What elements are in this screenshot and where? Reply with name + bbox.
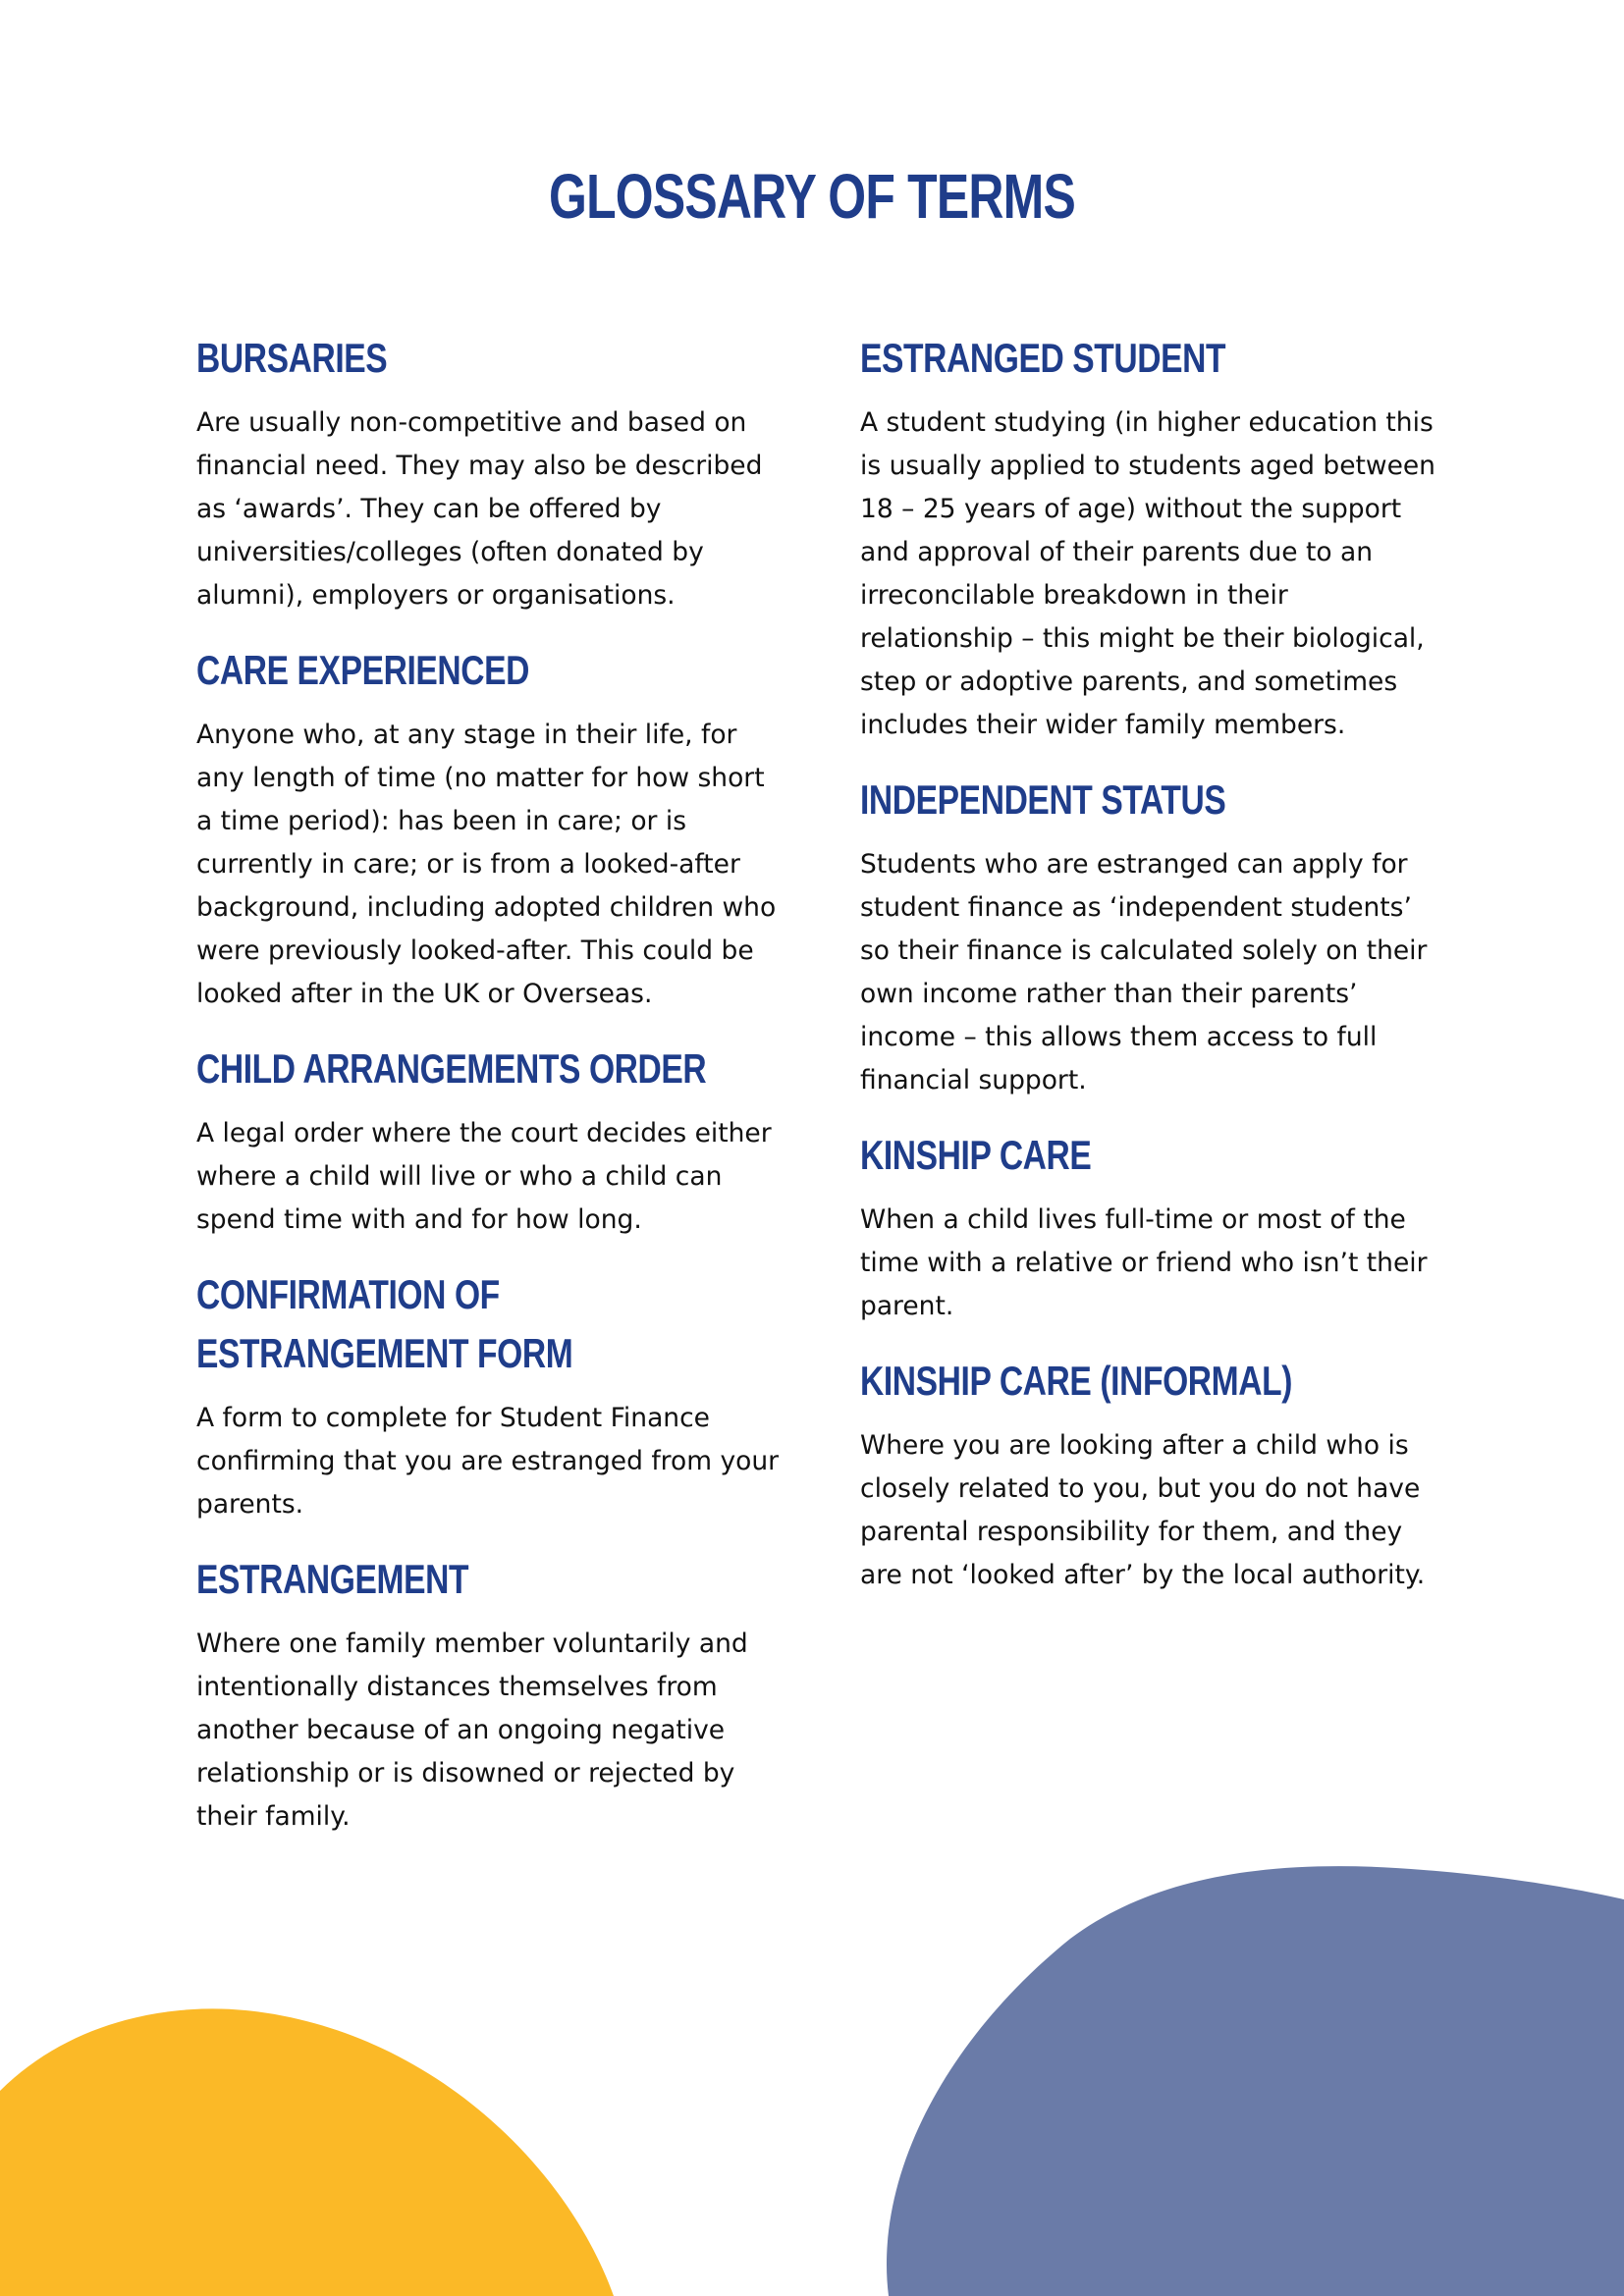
term-definition: Students who are estranged can apply for student finance as ‘independent students’ so their finance is calculated solely on their own income rather than their parents’ income – this allows them access to full financial support. xyxy=(860,849,1428,1095)
page-title: GLOSSARY OF TERMS xyxy=(549,161,1075,232)
term-heading: CHILD ARRANGEMENTS ORDER xyxy=(196,1045,707,1092)
term-heading: ESTRANGEMENT xyxy=(196,1556,469,1602)
term-definition: A legal order where the court decides either where a child will live or who a child can spend time with and for how long. xyxy=(196,1118,772,1235)
term-estrangement xyxy=(196,1550,785,1839)
term-heading: KINSHIP CARE (INFORMAL) xyxy=(860,1358,1293,1404)
term-confirmation-of-estrangement-form xyxy=(196,1265,785,1526)
term-care-experienced xyxy=(196,641,785,1016)
term-definition: A form to complete for Student Finance confirming that you are estranged from your parents. xyxy=(196,1403,780,1520)
term-child-arrangements-order xyxy=(196,1040,785,1242)
yellow-blob xyxy=(0,2008,614,2296)
term-definition: Are usually non-competitive and based on financial need. They may also be described as ‘awards’. They can be offered by universities/colleges (often donated by alumni), employers or organisations. xyxy=(196,407,763,611)
term-heading: INDEPENDENT STATUS xyxy=(860,776,1226,823)
term-definition: A student studying (in higher education this is usually applied to students aged between 18 – 25 years of age) without the support and approval of their parents due to an irreconcilable breakdown in their relationship – this might be their biological, step or adoptive parents, and sometimes includes their wider family members. xyxy=(860,407,1435,740)
term-definition: Where one family member voluntarily and intentionally distances themselves from another because of an ongoing negative relationship or is disowned or rejected by their family. xyxy=(196,1629,748,1832)
term-kinship-care xyxy=(860,1126,1449,1328)
term-kinship-care-informal xyxy=(860,1352,1449,1597)
term-heading: BURSARIES xyxy=(196,335,388,381)
term-definition: Anyone who, at any stage in their life, for any length of time (no matter for how short a time period): has been in care; or is currently in care; or is from a looked-after background, including adopted children who were previously looked-after. This could be looked after in the UK or Overseas. xyxy=(196,720,777,1009)
term-heading: ESTRANGED STUDENT xyxy=(860,335,1226,381)
left-column xyxy=(196,329,785,1862)
term-heading: CONFIRMATION OF ESTRANGEMENT FORM xyxy=(196,1271,573,1376)
blue-blob xyxy=(887,1866,1624,2296)
right-column xyxy=(860,329,1449,1621)
term-bursaries xyxy=(196,329,785,617)
term-definition: Where you are looking after a child who is closely related to you, but you do not have parental responsibility for them, and they are not ‘looked after’ by the local authority. xyxy=(860,1430,1426,1590)
term-heading: CARE EXPERIENCED xyxy=(196,647,530,693)
term-definition: When a child lives full-time or most of the time with a relative or friend who isn’t their parent. xyxy=(860,1204,1428,1321)
term-estranged-student xyxy=(860,329,1449,747)
term-heading: KINSHIP CARE xyxy=(860,1132,1092,1178)
term-independent-status xyxy=(860,771,1449,1102)
